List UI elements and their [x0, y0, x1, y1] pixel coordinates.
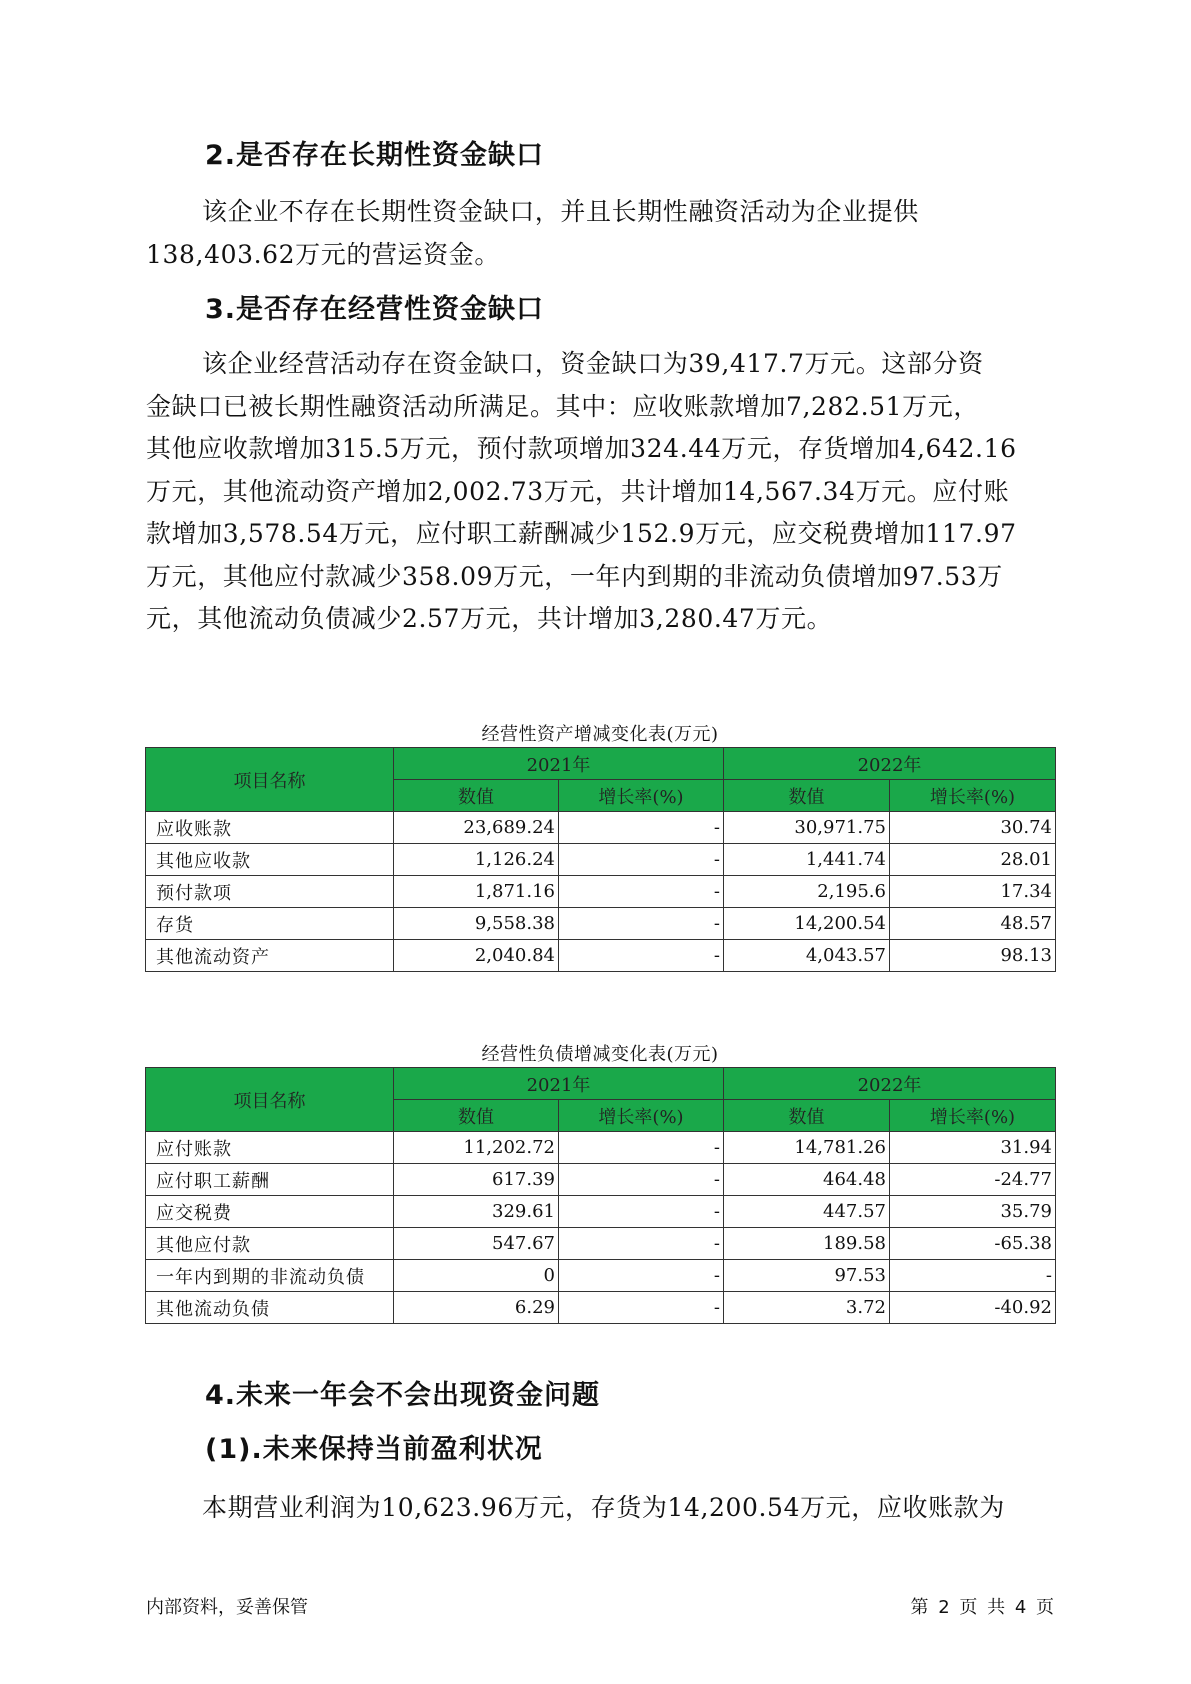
paragraph-line: 138,403.62万元的营运资金。: [146, 239, 500, 269]
table-row: [146, 812, 1056, 844]
value-2022: 1,441.74: [724, 844, 890, 876]
header-growth-rate: 增长率(%): [559, 1100, 724, 1132]
rate-2021: -: [559, 940, 724, 972]
rate-2022: 35.79: [890, 1196, 1056, 1228]
assets-table: [145, 747, 1056, 972]
assets-table-caption: 经营性资产增减变化表(万元): [481, 724, 719, 745]
row-name: 其他应付款: [146, 1228, 394, 1260]
header-year-2022: 2022年: [724, 1068, 1056, 1100]
section-3-paragraph: [146, 343, 1046, 641]
liabilities-table: [145, 1067, 1056, 1324]
table-row: [146, 940, 1056, 972]
row-name: 其他应收款: [146, 844, 394, 876]
paragraph-line: 元，其他流动负债减少2.57万元，共计增加3,280.47万元。: [146, 604, 833, 633]
header-item-name: 项目名称: [146, 748, 394, 812]
row-name: 应付账款: [146, 1132, 394, 1164]
row-name: 存货: [146, 908, 394, 940]
section-4-paragraph: [146, 1487, 1046, 1530]
value-2022: 2,195.6: [724, 876, 890, 908]
rate-2022: -40.92: [890, 1292, 1056, 1324]
rate-2021: -: [559, 1228, 724, 1260]
rate-2021: -: [559, 1132, 724, 1164]
footer-confidential-note: 内部资料，妥善保管: [146, 1597, 308, 1618]
rate-2021: -: [559, 844, 724, 876]
row-name: 其他流动资产: [146, 940, 394, 972]
rate-2021: -: [559, 908, 724, 940]
section-4-heading: 4.未来一年会不会出现资金问题: [205, 1380, 601, 1411]
row-name: 应交税费: [146, 1196, 394, 1228]
table-row: [146, 1132, 1056, 1164]
value-2022: 14,781.26: [724, 1132, 890, 1164]
value-2021: 2,040.84: [394, 940, 559, 972]
row-name: 其他流动负债: [146, 1292, 394, 1324]
footer-page-number: 第 2 页 共 4 页: [910, 1597, 1054, 1618]
value-2022: 447.57: [724, 1196, 890, 1228]
value-2021: 6.29: [394, 1292, 559, 1324]
table-row: [146, 908, 1056, 940]
value-2022: 189.58: [724, 1228, 890, 1260]
paragraph-line: 万元，其他流动资产增加2,002.73万元，共计增加14,567.34万元。应付账: [146, 476, 1010, 506]
value-2021: 9,558.38: [394, 908, 559, 940]
paragraph-line: 该企业不存在长期性资金缺口，并且长期性融资活动为企业提供: [202, 197, 919, 226]
rate-2022: 48.57: [890, 908, 1056, 940]
row-name: 一年内到期的非流动负债: [146, 1260, 394, 1292]
header-growth-rate: 增长率(%): [890, 780, 1056, 812]
paragraph-line: 金缺口已被长期性融资活动所满足。其中：应收账款增加7,282.51万元，: [146, 391, 979, 421]
paragraph-line: 款增加3,578.54万元，应付职工薪酬减少152.9万元，应交税费增加117.97: [146, 519, 1017, 548]
table-row: [146, 844, 1056, 876]
value-2022: 464.48: [724, 1164, 890, 1196]
value-2021: 0: [394, 1260, 559, 1292]
table-row: [146, 1228, 1056, 1260]
rate-2022: -24.77: [890, 1164, 1056, 1196]
paragraph-line: 其他应收款增加315.5万元，预付款项增加324.44万元，存货增加4,642.16: [146, 434, 1017, 463]
paragraph-line: 该企业经营活动存在资金缺口，资金缺口为39,417.7万元。这部分资: [202, 349, 984, 378]
header-value: 数值: [394, 1100, 559, 1132]
rate-2022: 30.74: [890, 812, 1056, 844]
header-value: 数值: [724, 780, 890, 812]
header-growth-rate: 增长率(%): [559, 780, 724, 812]
paragraph-line: 万元，其他应付款减少358.09万元，一年内到期的非流动负债增加97.53万: [146, 561, 1003, 591]
header-value: 数值: [724, 1100, 890, 1132]
rate-2021: -: [559, 1196, 724, 1228]
rate-2021: -: [559, 812, 724, 844]
row-name: 预付款项: [146, 876, 394, 908]
value-2022: 14,200.54: [724, 908, 890, 940]
rate-2022: -65.38: [890, 1228, 1056, 1260]
header-year-2022: 2022年: [724, 748, 1056, 780]
value-2022: 4,043.57: [724, 940, 890, 972]
table-row: [146, 1260, 1056, 1292]
value-2021: 1,871.16: [394, 876, 559, 908]
value-2021: 547.67: [394, 1228, 559, 1260]
rate-2022: 98.13: [890, 940, 1056, 972]
section-2-paragraph: [146, 191, 1046, 276]
rate-2021: -: [559, 1292, 724, 1324]
rate-2021: -: [559, 1260, 724, 1292]
rate-2022: 17.34: [890, 876, 1056, 908]
value-2022: 97.53: [724, 1260, 890, 1292]
row-name: 应付职工薪酬: [146, 1164, 394, 1196]
row-name: 应收账款: [146, 812, 394, 844]
value-2022: 3.72: [724, 1292, 890, 1324]
paragraph-line: 本期营业利润为10,623.96万元，存货为14,200.54万元，应收账款为: [202, 1493, 1005, 1522]
value-2021: 1,126.24: [394, 844, 559, 876]
table-row: [146, 1292, 1056, 1324]
value-2021: 617.39: [394, 1164, 559, 1196]
section-3-heading: 3.是否存在经营性资金缺口: [205, 294, 545, 325]
rate-2021: -: [559, 876, 724, 908]
rate-2021: -: [559, 1164, 724, 1196]
header-value: 数值: [394, 780, 559, 812]
table-row: [146, 1196, 1056, 1228]
header-growth-rate: 增长率(%): [890, 1100, 1056, 1132]
table-row: [146, 876, 1056, 908]
rate-2022: -: [890, 1260, 1056, 1292]
value-2021: 329.61: [394, 1196, 559, 1228]
header-item-name: 项目名称: [146, 1068, 394, 1132]
header-year-2021: 2021年: [394, 1068, 724, 1100]
value-2021: 11,202.72: [394, 1132, 559, 1164]
value-2022: 30,971.75: [724, 812, 890, 844]
section-2-heading: 2.是否存在长期性资金缺口: [205, 140, 545, 171]
section-4-subheading: (1).未来保持当前盈利状况: [205, 1434, 543, 1465]
rate-2022: 28.01: [890, 844, 1056, 876]
table-row: [146, 1164, 1056, 1196]
rate-2022: 31.94: [890, 1132, 1056, 1164]
header-year-2021: 2021年: [394, 748, 724, 780]
value-2021: 23,689.24: [394, 812, 559, 844]
liabilities-table-caption: 经营性负债增减变化表(万元): [481, 1044, 719, 1065]
